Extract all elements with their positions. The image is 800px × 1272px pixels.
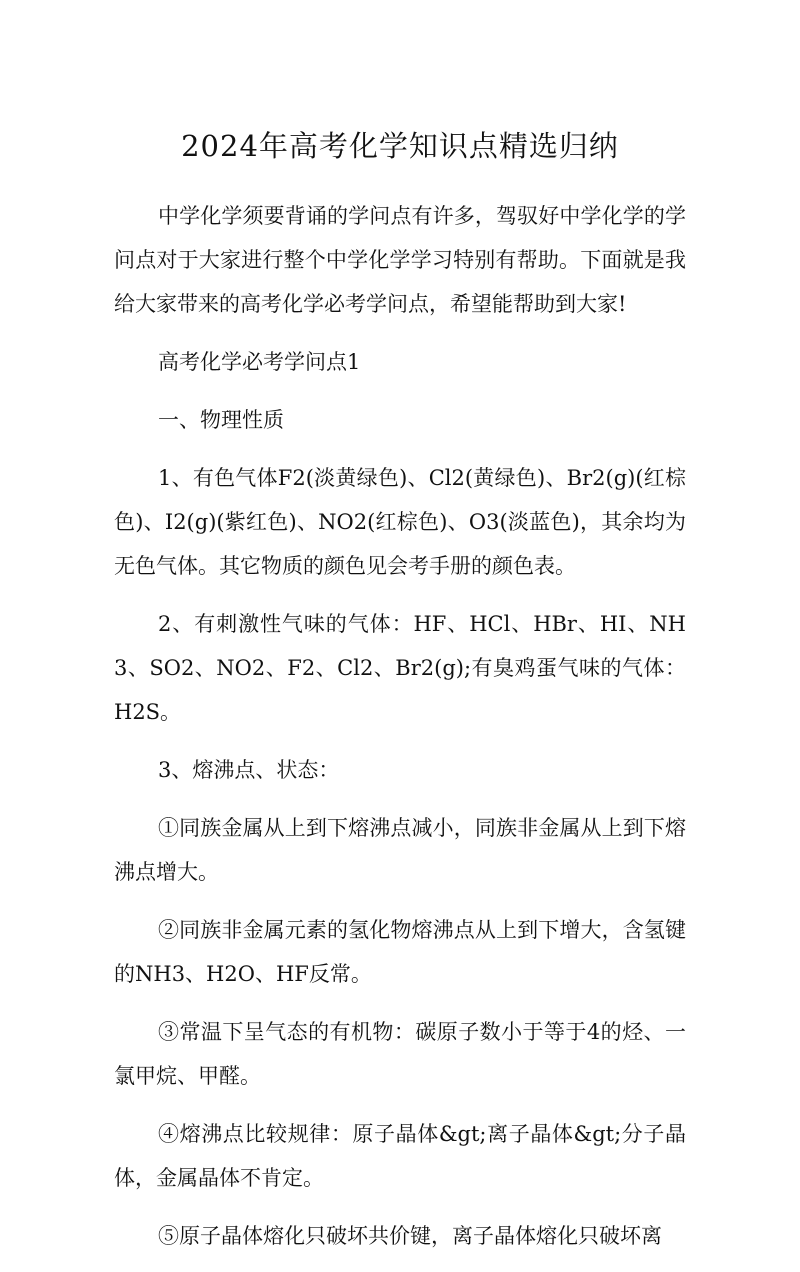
document-body bbox=[114, 194, 686, 1272]
paragraph-pungent-gases: 2、有刺激性气味的气体：HF、HCl、HBr、HI、NH3、SO2、NO2、F2、Cl2、Br2(g);有臭鸡蛋气味的气体：H2S。 bbox=[114, 612, 686, 724]
paragraph-item-5: ⑤原子晶体熔化只破坏共价键，离子晶体熔化只破坏离 bbox=[158, 1224, 662, 1248]
paragraph-melting-boiling-heading: 3、熔沸点、状态： bbox=[158, 758, 340, 782]
section-heading: 高考化学必考学问点1 bbox=[158, 350, 361, 374]
paragraph-item-4: ④熔沸点比较规律：原子晶体&gt;离子晶体&gt;分子晶体，金属晶体不肯定。 bbox=[114, 1122, 686, 1190]
intro-paragraph: 中学化学须要背诵的学问点有许多，驾驭好中学化学的学问点对于大家进行整个中学化学学习特别有帮助。下面就是我给大家带来的高考化学必考学问点，希望能帮助到大家! bbox=[114, 204, 686, 316]
document-title: 2024年高考化学知识点精选归纳 bbox=[181, 129, 619, 163]
paragraph-colored-gases: 1、有色气体F2(淡黄绿色)、Cl2(黄绿色)、Br2(g)(红棕色)、I2(g)(紫红色)、NO2(红棕色)、O3(淡蓝色)，其余均为无色气体。其它物质的颜色见会考手册的颜色表。 bbox=[114, 466, 686, 578]
paragraph-item-2: ②同族非金属元素的氢化物熔沸点从上到下增大，含氢键的NH3、H2O、HF反常。 bbox=[114, 918, 686, 986]
paragraph-item-1: ①同族金属从上到下熔沸点减小，同族非金属从上到下熔沸点增大。 bbox=[114, 816, 686, 884]
subsection-heading: 一、物理性质 bbox=[158, 408, 284, 432]
paragraph-item-3: ③常温下呈气态的有机物：碳原子数小于等于4的烃、一氯甲烷、甲醛。 bbox=[114, 1020, 686, 1088]
